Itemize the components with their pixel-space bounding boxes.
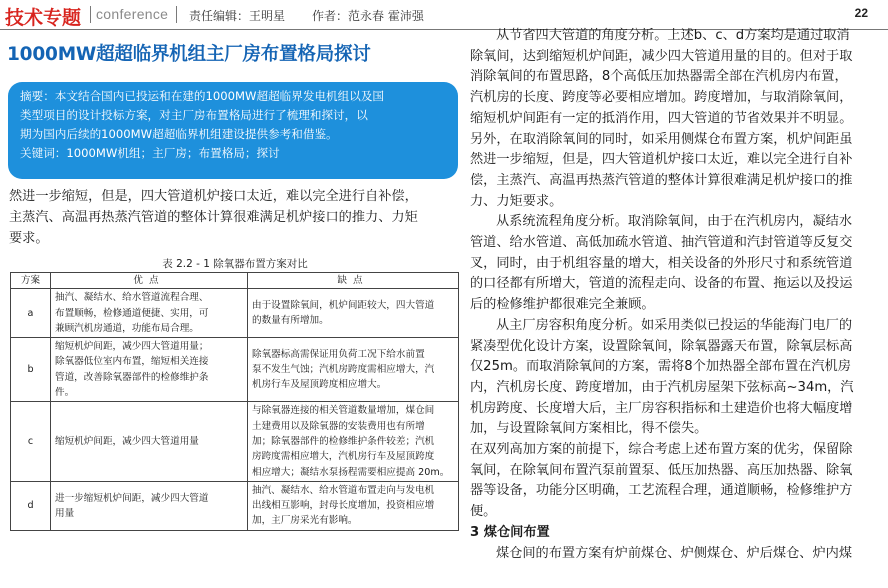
text-line: 力、力矩要求。 <box>470 193 563 209</box>
left-body-text <box>9 186 461 250</box>
conference-label: conference <box>96 6 169 22</box>
pros-line: 兼顾汽机房通道，功能布局合理。 <box>55 322 199 334</box>
text-line: 然进一步缩短，但是，四大管道机炉接口太近，难以完全进行自补 <box>470 152 853 168</box>
text-line: 要求。 <box>9 231 49 247</box>
cons-line: 抽汽、凝结水、给水管道布置走向与发电机 <box>252 484 435 496</box>
text-line: 机房跨度、长度增大后，主厂房容积指标和土建造价也将大幅度增 <box>470 400 853 416</box>
cons-cell <box>248 481 459 530</box>
text-line: 缩短机炉间距有一定的抵消作用，四大管道的节省效果并不明显。 <box>470 110 853 126</box>
text-line: 煤仓间的布置方案有炉前煤仓、炉侧煤仓、炉后煤仓、炉内煤 <box>496 545 853 561</box>
cons-cell <box>248 402 459 481</box>
text-line: 消除氧间的布置思路，8个高低压加热器需全部在汽机房内布置， <box>470 69 848 85</box>
cons-line: 机房行车及屋顶跨度相应增大。 <box>252 379 387 391</box>
text-line: 紧凑型优化设计方案，设置除氧间，除氧器露天布置，除氧层标高 <box>470 338 853 354</box>
cons-line: 房跨度需相应增大，汽机房行车及屋顶跨度 <box>252 451 435 463</box>
text-line: 主蒸汽、高温再热蒸汽管道的整体计算很难满足机炉接口的推力、力矩 <box>9 210 418 226</box>
text-line: 从节省四大管道的角度分析。上述b、c、d方案均是通过取消 <box>496 28 850 43</box>
pros-line: 缩短机炉间距，减少四大管道用量； <box>55 341 209 353</box>
text-line: 管道、给水管道、高低加疏水管道、抽汽管道和汽封管道等反复交 <box>470 235 853 251</box>
pros-line: 布置顺畅，检修通道便捷、实用，可 <box>55 307 209 319</box>
cons-line: 土建费用以及除氧器的安装费用也有所增 <box>252 420 425 432</box>
pros-cell <box>51 402 248 481</box>
table-caption: 表 2.2 - 1 除氧器布置方案对比 <box>162 258 308 270</box>
section-tag: 技术专题 <box>5 7 82 29</box>
text-line: 汽机房的长度、跨度等必要相应增加。跨度增加，与取消除氧间， <box>470 90 853 106</box>
text-line: 除氧间，达到缩短机炉间距，减少四大管道用量的目的。但对于取 <box>470 48 853 64</box>
abstract-line: 摘要：本文结合国内已投运和在建的1000MW超超临界发电机组以及国 <box>20 89 385 103</box>
text-line: 另外，在取消除氧间的同时，如采用侧煤仓布置方案，机炉间距虽 <box>470 131 853 147</box>
text-line: 便。 <box>470 504 497 520</box>
cons-line: 与除氧器连接的相关管道数量增加，煤仓间 <box>252 405 435 417</box>
scheme-cell: d <box>11 481 51 530</box>
text-line: 然进一步缩短，但是，四大管道机炉接口太近，难以完全进行自补偿， <box>9 189 418 204</box>
article-title: 1000MW超超临界机组主厂房布置格局探讨 <box>7 44 371 65</box>
text-line: 氧间，在除氧间布置汽泵前置泵、低压加热器、高压加热器、除氧 <box>470 462 853 478</box>
text-line: 从主厂房容积角度分析。如采用类似已投运的华能海门电厂的 <box>496 317 853 333</box>
cons-line: 加，主厂房采光有影响。 <box>252 515 358 527</box>
cons-line: 的数量有所增加。 <box>252 315 329 327</box>
cons-cell <box>248 338 459 402</box>
text-line: 器等设备，功能分区明确，工艺流程合理，通道顺畅，检修维护方 <box>470 483 853 499</box>
text-line: 的口径都有所增大，管道的流程走向、设备的布置、拖运以及投运 <box>470 276 853 292</box>
editor-credit: 责任编辑：王明星 <box>189 9 286 23</box>
table-header-row <box>11 273 459 289</box>
right-body-text <box>470 26 880 564</box>
pros-line: 抽汽、凝结水、给水管道流程合理、 <box>55 292 209 304</box>
cons-line: 除氧器标高需保证用负荷工况下给水前置 <box>252 348 425 360</box>
text-line: 从系统流程角度分析。取消除氧间，由于在汽机房内，凝结水 <box>496 214 853 230</box>
cons-line: 由于设置除氧间，机炉间距较大，四大管道 <box>252 299 435 311</box>
pros-line: 件。 <box>55 387 75 399</box>
text-line: 偿，主蒸汽、高温再热蒸汽管道的整体计算很难满足机炉接口的推 <box>470 172 853 188</box>
text-line: 在双列高加方案的前提下，综合考虑上述布置方案的优劣，保留除 <box>470 442 853 458</box>
comparison-table <box>10 272 459 531</box>
column-header-cons: 缺点 <box>248 273 459 289</box>
pros-line: 缩短机炉间距，减少四大管道用量 <box>55 435 199 447</box>
section-heading: 3 煤仓间布置 <box>470 524 550 540</box>
text-line: 仅25m。而取消除氧间的方案，需将8个加热器全部布置在汽机房 <box>470 359 851 375</box>
scheme-cell: b <box>11 338 51 402</box>
cons-cell <box>248 289 459 338</box>
text-line: 内，汽机房长度、跨度增加，由于汽机房屋架下弦标高~34m，汽 <box>470 379 854 395</box>
table-row <box>11 402 459 481</box>
abstract-line: 类型项目的设计投标方案，对主厂房布置格局进行了梳理和探讨，以 <box>20 108 368 122</box>
pros-cell <box>51 289 248 338</box>
header-divider <box>176 6 177 23</box>
cons-line: 相应增大；凝结水泵扬程需要相应提高 20m。 <box>252 466 450 478</box>
text-line: 后的检修维护都很难完全兼顾。 <box>470 297 655 313</box>
author-credit: 作者：范永春 霍沛强 <box>312 9 424 23</box>
cons-line: 泵不发生气蚀；汽机房跨度需相应增大，汽 <box>252 364 435 376</box>
pros-line: 管道，改善除氧器部件的检修维护条 <box>55 371 209 383</box>
text-line: 叉，同时，由于机组容量的增大，相关设备的外形尺寸和系统管道 <box>470 255 853 271</box>
table-row <box>11 338 459 402</box>
text-line: 加，与设置除氧间方案相比，得不偿失。 <box>470 421 708 437</box>
page-number: 22 <box>854 6 868 20</box>
pros-cell <box>51 338 248 402</box>
pros-line: 除氧器低位室内布置，缩短相关连接 <box>55 356 209 368</box>
column-header-pros: 优点 <box>51 273 248 289</box>
keywords-line: 关键词：1000MW机组；主厂房；布置格局；探讨 <box>20 146 280 160</box>
column-header-scheme: 方案 <box>11 273 51 289</box>
pros-cell <box>51 481 248 530</box>
pros-line: 用量 <box>55 507 75 519</box>
abstract-box <box>8 82 458 179</box>
scheme-cell: c <box>11 402 51 481</box>
cons-line: 出线相互影响，封母长度增加，投资相应增 <box>252 500 435 512</box>
scheme-cell: a <box>11 289 51 338</box>
abstract-line: 期为国内后续的1000MW超超临界机组建设提供参考和借鉴。 <box>20 127 338 141</box>
cons-line: 加；除氧器部件的检修维护条件较差；汽机 <box>252 435 435 447</box>
pros-line: 进一步缩短机炉间距，减少四大管道 <box>55 492 209 504</box>
table-row <box>11 289 459 338</box>
header-divider <box>90 6 91 23</box>
table-row <box>11 481 459 530</box>
